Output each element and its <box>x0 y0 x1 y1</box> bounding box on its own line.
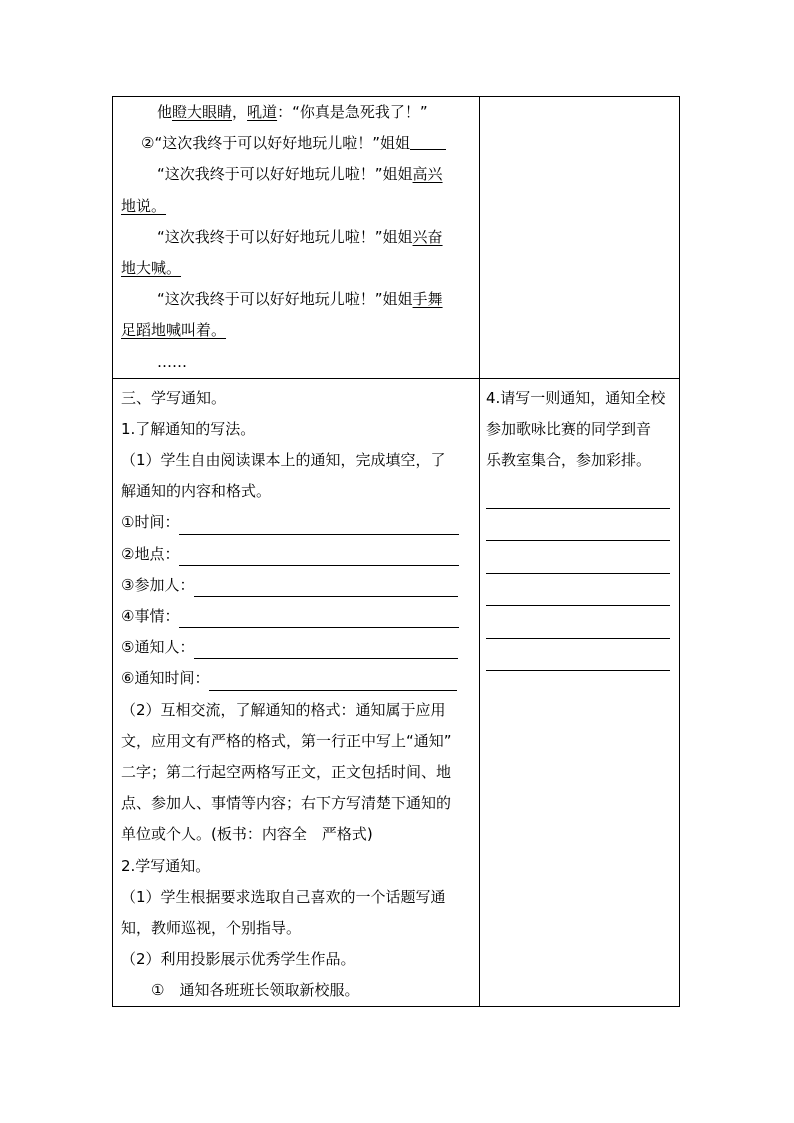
example-line: 他瞪大眼睛，吼道：“你真是急死我了！” <box>157 103 428 121</box>
instruction-line: 知，教师巡视，个别指导。 <box>121 918 302 937</box>
dialogue-examples-cell <box>113 97 480 379</box>
blank-line[interactable] <box>179 545 459 566</box>
lesson-table <box>112 96 680 1007</box>
instruction-line: （1）学生根据要求选取自己喜欢的一个话题写通 <box>121 887 446 906</box>
example-line: 足蹈地喊叫着。 <box>121 321 227 340</box>
paragraph-line: 二字；第二行起空两格写正文，正文包括时间、地 <box>121 762 452 781</box>
instruction-line: （1）学生自由阅读课本上的通知，完成填空，了 <box>121 451 446 470</box>
ellipsis-line: …… <box>157 352 187 371</box>
empty-side-cell <box>480 97 680 379</box>
exercise-cell <box>480 378 680 1007</box>
blank-line[interactable] <box>209 670 457 691</box>
exercise-prompt: 乐教室集合，参加彩排。 <box>486 451 652 470</box>
answer-line[interactable] <box>486 476 670 509</box>
blank-line[interactable] <box>194 576 458 597</box>
answer-line[interactable] <box>486 606 670 639</box>
table-row <box>113 97 680 379</box>
section-heading: 三、学写通知。 <box>121 388 227 407</box>
notice-lesson-cell <box>113 378 480 1007</box>
blank-line[interactable] <box>194 638 458 659</box>
blank-line[interactable] <box>179 607 459 628</box>
exercise-prompt: 参加歌咏比赛的同学到音 <box>486 419 652 438</box>
fill-in-notice-time: ⑥通知时间： <box>121 663 473 694</box>
fill-in-matter: ④事情： <box>121 601 473 632</box>
fill-in-place: ②地点： <box>121 539 473 570</box>
blank-line[interactable] <box>179 514 459 535</box>
example-line: ②“这次我终于可以好好地玩儿啦！”姐姐 <box>121 128 473 159</box>
answer-line[interactable] <box>486 574 670 607</box>
exercise-prompt: 4.请写一则通知，通知全校 <box>486 388 666 407</box>
answer-line[interactable] <box>486 639 670 672</box>
example-line: “这次我终于可以好好地玩儿啦！”姐姐手舞 <box>157 290 443 309</box>
table-row <box>113 378 680 1007</box>
fill-in-notifier: ⑤通知人： <box>121 632 473 663</box>
example-line: “这次我终于可以好好地玩儿啦！”姐姐高兴 <box>157 165 443 184</box>
instruction-line: （2）利用投影展示优秀学生作品。 <box>121 950 356 969</box>
paragraph-line: 点、参加人、事情等内容；右下方写清楚下通知的 <box>121 794 452 813</box>
fill-in-participants: ③参加人： <box>121 570 473 601</box>
step-title: 1.了解通知的写法。 <box>121 419 256 438</box>
paragraph-line: 文，应用文有严格的格式，第一行正中写上“通知” <box>121 731 452 750</box>
example-item: ① 通知各班班长领取新校服。 <box>151 981 360 1000</box>
step-title: 2.学写通知。 <box>121 856 211 875</box>
answer-line[interactable] <box>486 541 670 574</box>
answer-line[interactable] <box>486 509 670 542</box>
paragraph-line: 单位或个人。(板书：内容全 严格式) <box>121 825 373 844</box>
instruction-line: 解通知的内容和格式。 <box>121 482 272 501</box>
answer-blank <box>410 131 446 150</box>
example-line: 地大喊。 <box>121 258 182 277</box>
paragraph-line: （2）互相交流，了解通知的格式：通知属于应用 <box>121 700 446 719</box>
example-line: “这次我终于可以好好地玩儿啦！”姐姐兴奋 <box>157 227 443 246</box>
fill-in-time: ①时间： <box>121 507 473 538</box>
example-line: 地说。 <box>121 196 167 215</box>
